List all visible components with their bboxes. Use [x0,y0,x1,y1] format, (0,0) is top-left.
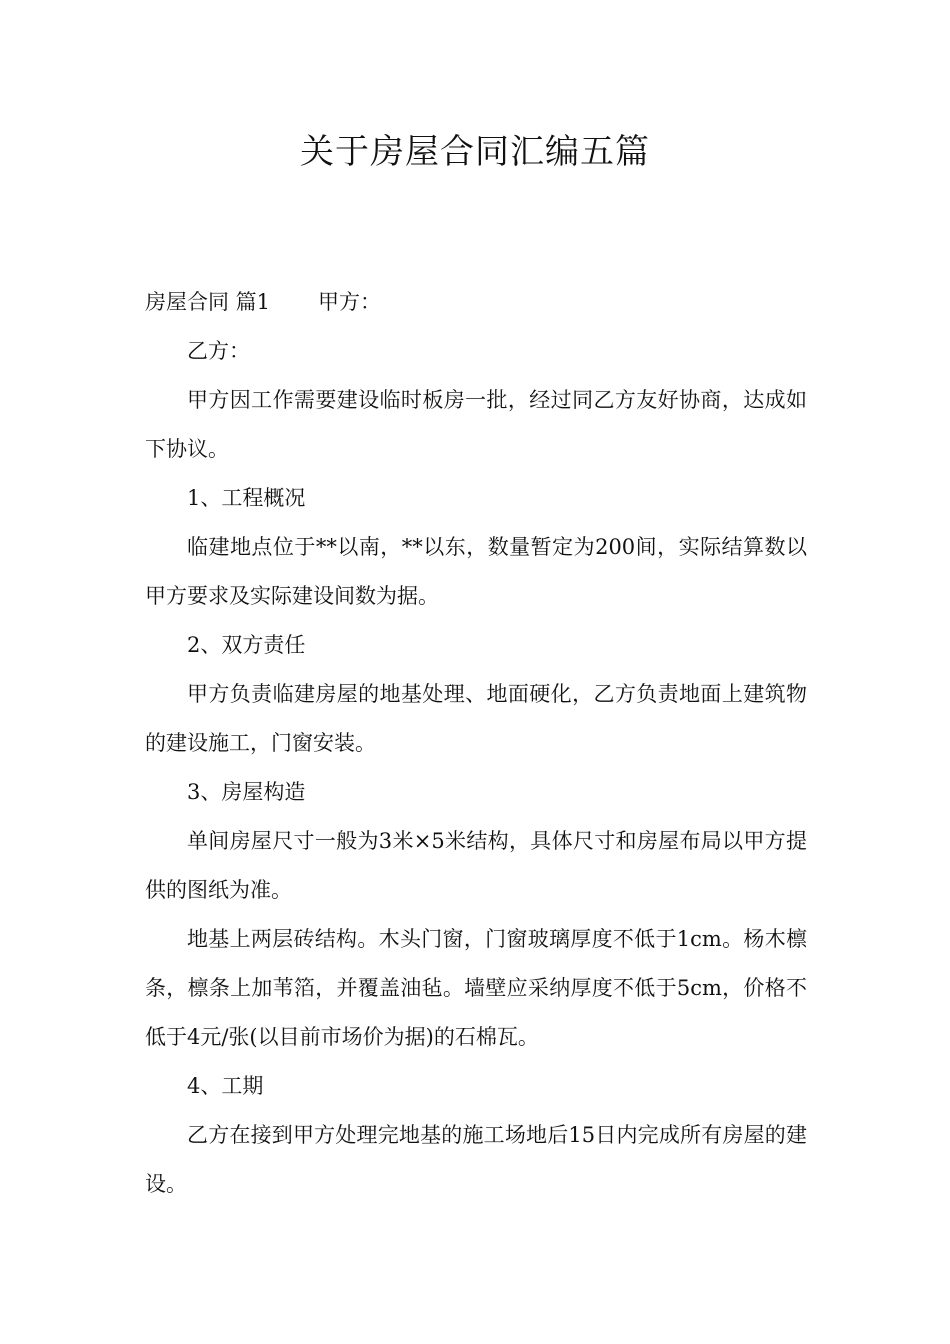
contract-section-label: 房屋合同 篇1 [145,290,271,314]
paragraph-structure-size: 单间房屋尺寸一般为3米×5米结构，具体尺寸和房屋布局以甲方提供的图纸为准。 [145,829,807,902]
paragraph-responsibilities: 甲方负责临建房屋的地基处理、地面硬化，乙方负责地面上建筑物的建设施工，门窗安装。 [145,682,807,755]
section-heading-overview: 1、工程概况 [187,486,306,510]
section-heading-schedule: 4、工期 [187,1074,264,1098]
party-a-label: 甲方： [318,290,382,314]
section-heading-structure: 3、房屋构造 [187,780,306,804]
paragraph-structure-materials: 地基上两层砖结构。木头门窗，门窗玻璃厚度不低于1cm。杨木檩条，檩条上加苇箔，并覆盖油毡。墙壁应采纳厚度不低于5cm，价格不低于4元/张(以目前市场价为据)的石棉瓦。 [145,927,807,1049]
paragraph-schedule: 乙方在接到甲方处理完地基的施工场地后15日内完成所有房屋的建设。 [145,1123,807,1196]
document-body [145,278,807,1209]
paragraph-overview: 临建地点位于**以南，**以东，数量暂定为200间，实际结算数以甲方要求及实际建设间数为据。 [145,535,807,608]
contract-heading-line [145,278,807,327]
section-heading-responsibilities: 2、双方责任 [187,633,306,657]
document-title: 关于房屋合同汇编五篇 [300,132,650,172]
party-b-label: 乙方： [187,339,250,363]
paragraph-intro: 甲方因工作需要建设临时板房一批，经过同乙方友好协商，达成如下协议。 [145,388,807,461]
